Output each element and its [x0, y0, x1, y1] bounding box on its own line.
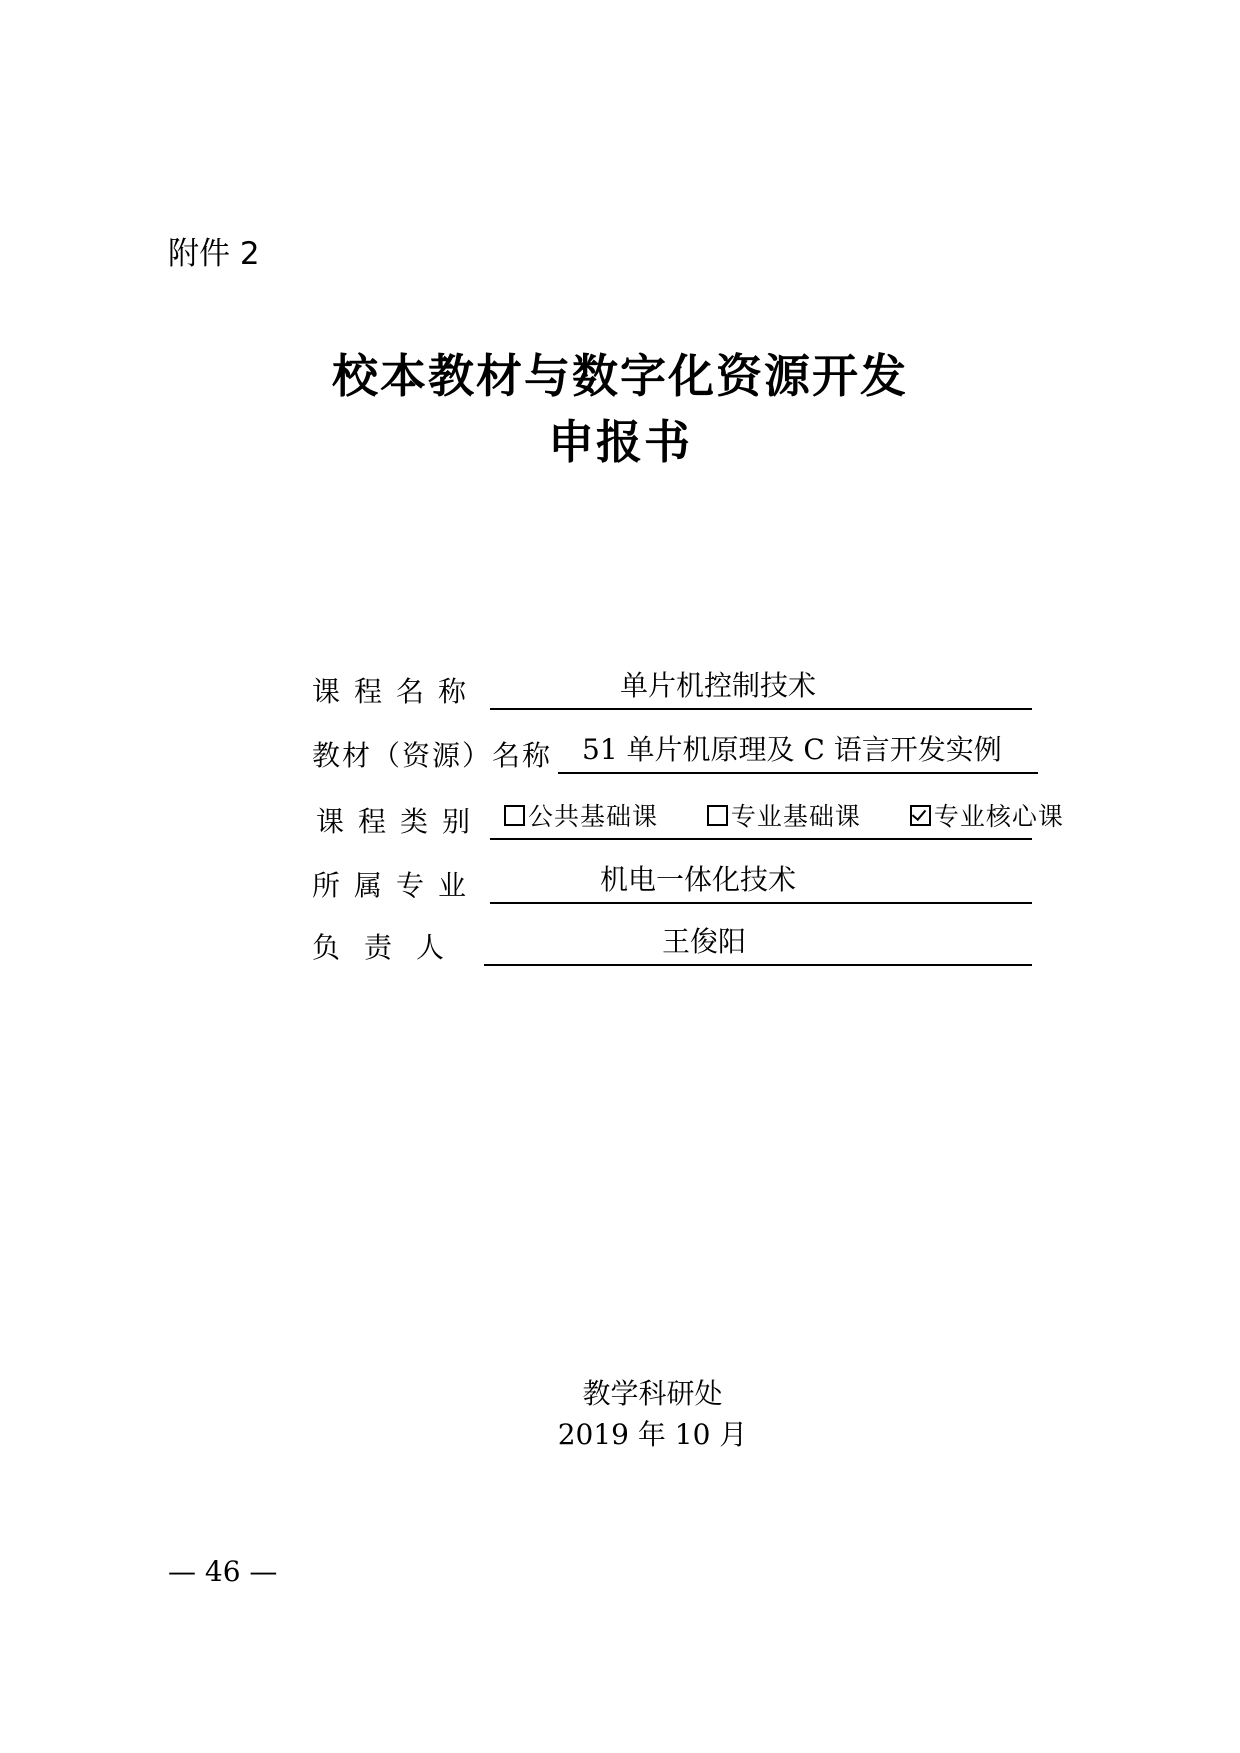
course-category-label: 课程类别 [316, 805, 485, 838]
attachment-label: 附件 2 [168, 236, 260, 272]
issue-date: 2019 年 10 月 [557, 1418, 748, 1451]
category-option-major-basic[interactable]: 专业基础课 [707, 802, 861, 831]
page-number: — 46 — [168, 1555, 278, 1588]
course-category-options [504, 794, 1064, 839]
checked-checkbox-icon[interactable] [910, 805, 931, 826]
material-name-value: 51 单片机原理及 C 语言开发实例 [582, 733, 1002, 766]
course-category-field [490, 794, 1064, 840]
category-option-public-basic[interactable]: 公共基础课 [504, 802, 658, 831]
major-field[interactable] [490, 858, 1032, 904]
course-name-value: 单片机控制技术 [620, 669, 817, 702]
material-name-field[interactable] [558, 728, 1038, 774]
course-name-field[interactable] [490, 664, 1032, 710]
document-subtitle: 申报书 [548, 415, 692, 469]
course-name-label: 课程名称 [312, 675, 481, 708]
material-name-row [312, 730, 1032, 774]
major-value: 机电一体化技术 [600, 863, 797, 896]
course-category-row [312, 796, 1064, 840]
category-option-major-core[interactable]: 专业核心课 [910, 802, 1064, 831]
major-row [312, 860, 1032, 904]
person-in-charge-label: 负责人 [312, 931, 469, 964]
person-in-charge-value: 王俊阳 [662, 925, 747, 958]
person-in-charge-row [312, 922, 1032, 966]
material-name-label: 教材（资源）名称 [312, 739, 553, 772]
document-title: 校本教材与数字化资源开发 [332, 349, 908, 403]
major-label: 所属专业 [312, 869, 481, 902]
course-name-row [312, 666, 1032, 710]
checkbox-icon[interactable] [504, 805, 525, 826]
issuer-department: 教学科研处 [582, 1377, 723, 1410]
person-in-charge-field[interactable] [484, 920, 1032, 966]
checkbox-icon[interactable] [707, 805, 728, 826]
